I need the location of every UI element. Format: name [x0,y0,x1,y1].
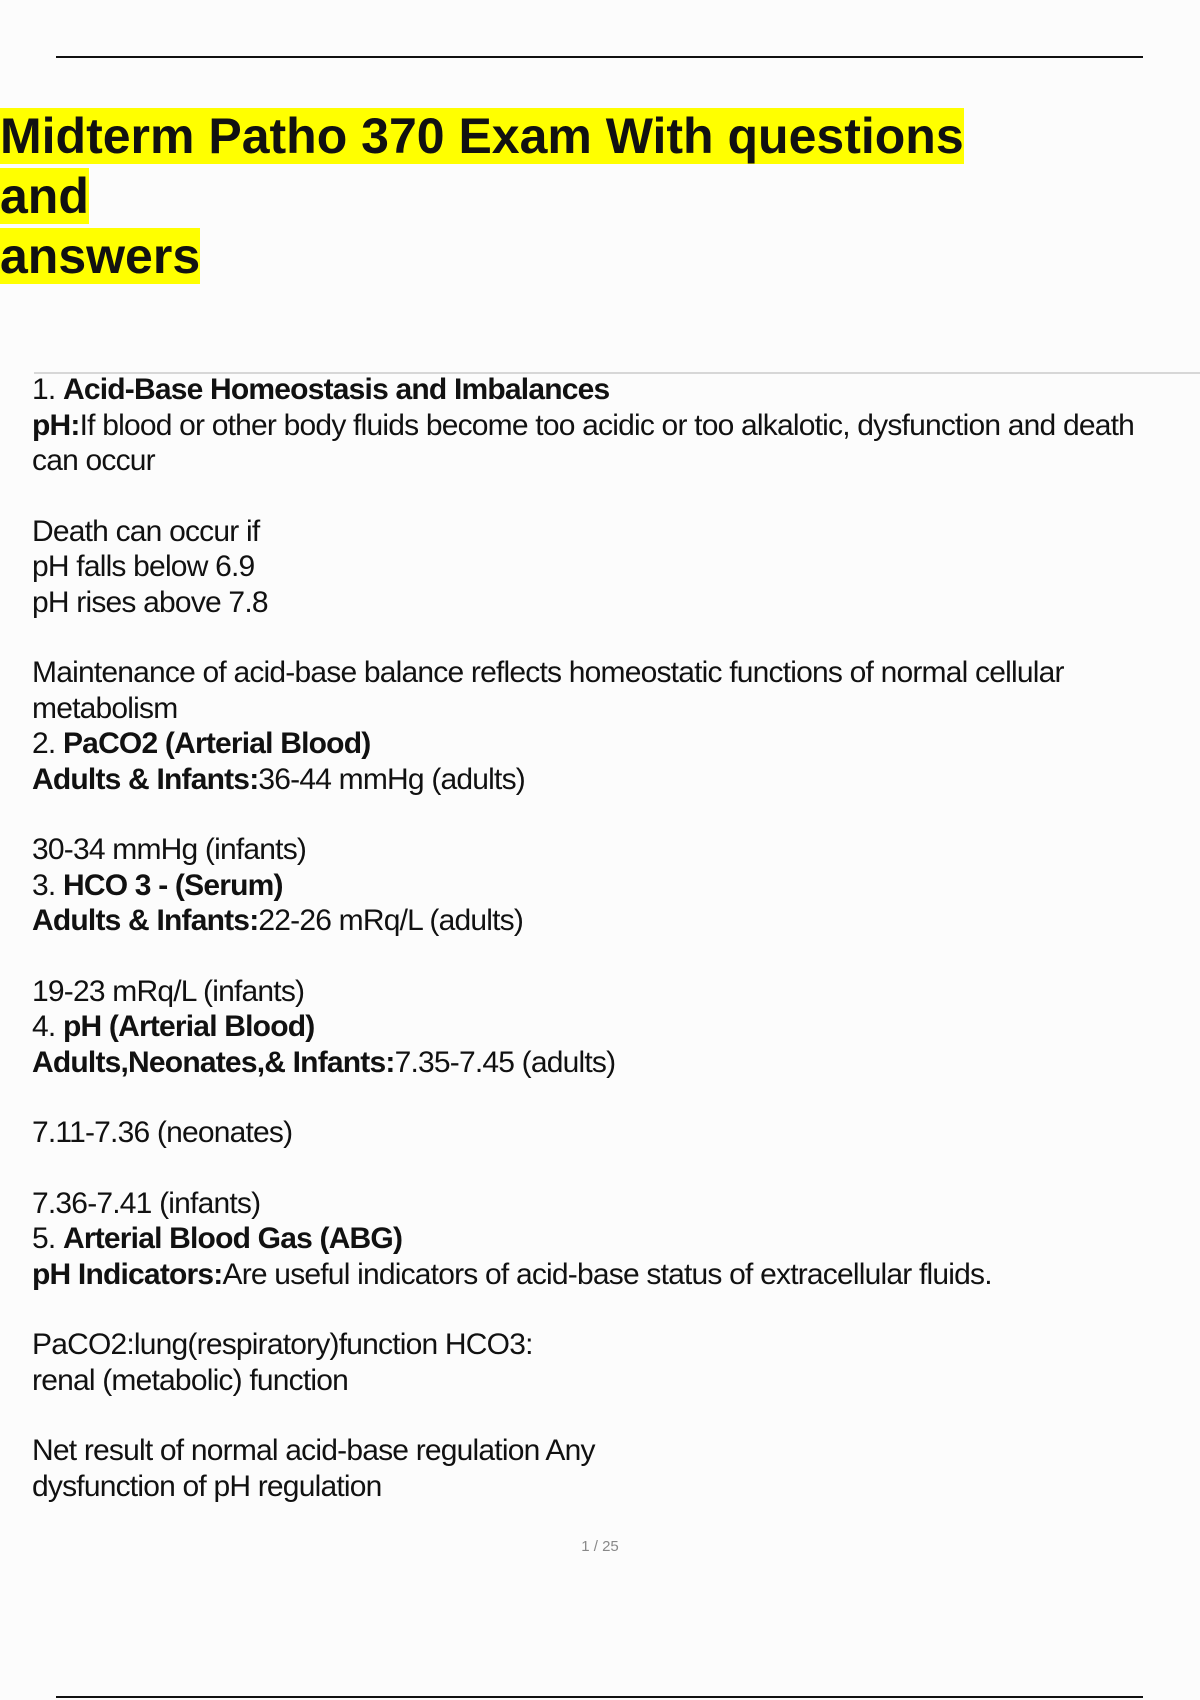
item-1-line: pH falls below 6.9 [32,550,255,583]
item-4-line: 7.36-7.41 (infants) [32,1186,261,1220]
page-top-rule [56,56,1143,58]
item-1-heading: 1. Acid-Base Homeostasis and Imbalances [32,373,610,406]
item-1-definition-cont: can occur [32,444,155,477]
title-line-1: Midterm Patho 370 Exam With questions and [0,108,964,224]
item-1-line: Maintenance of acid-base balance reflects homeostatic functions of normal cellular [32,656,1064,689]
item-3-definition: Adults & Infants:22-26 mRq/L (adults) [32,904,524,937]
item-2-heading: 2. PaCO2 (Arterial Blood) [32,727,371,760]
item-5-heading: 5. Arterial Blood Gas (ABG) [32,1222,403,1255]
item-5-line: PaCO2:lung(respiratory)function HCO3: [32,1328,533,1361]
item-2-line: 30-34 mmHg (infants) [32,833,307,866]
document-title [0,106,1060,286]
page-bottom-rule [56,1696,1143,1698]
item-3-line: 19-23 mRq/L (infants) [32,974,305,1008]
item-1-definition: pH:If blood or other body fluids become too acidic or too alkalotic, dysfunction and death [32,408,1135,442]
item-4-definition: Adults,Neonates,& Infants:7.35-7.45 (adults) [32,1045,616,1079]
page-number: 1 / 25 [581,1538,619,1555]
item-3-heading: 3. HCO 3 - (Serum) [32,868,283,902]
title-line-2: answers [0,228,201,284]
item-5-line: dysfunction of pH regulation [32,1469,382,1503]
document-body [32,372,1200,1504]
item-5-line: Net result of normal acid-base regulation Any [32,1434,595,1467]
item-1-line: metabolism [32,691,178,725]
item-1-line: pH rises above 7.8 [32,585,268,619]
item-5-line: renal (metabolic) function [32,1363,349,1397]
item-4-heading: 4. pH (Arterial Blood) [32,1010,315,1043]
item-4-line: 7.11-7.36 (neonates) [32,1116,293,1149]
item-5-definition: pH Indicators:Are useful indicators of acid-base status of extracellular fluids. [32,1257,992,1291]
item-1-line: Death can occur if [32,514,260,548]
item-2-definition: Adults & Infants:36-44 mmHg (adults) [32,762,525,796]
